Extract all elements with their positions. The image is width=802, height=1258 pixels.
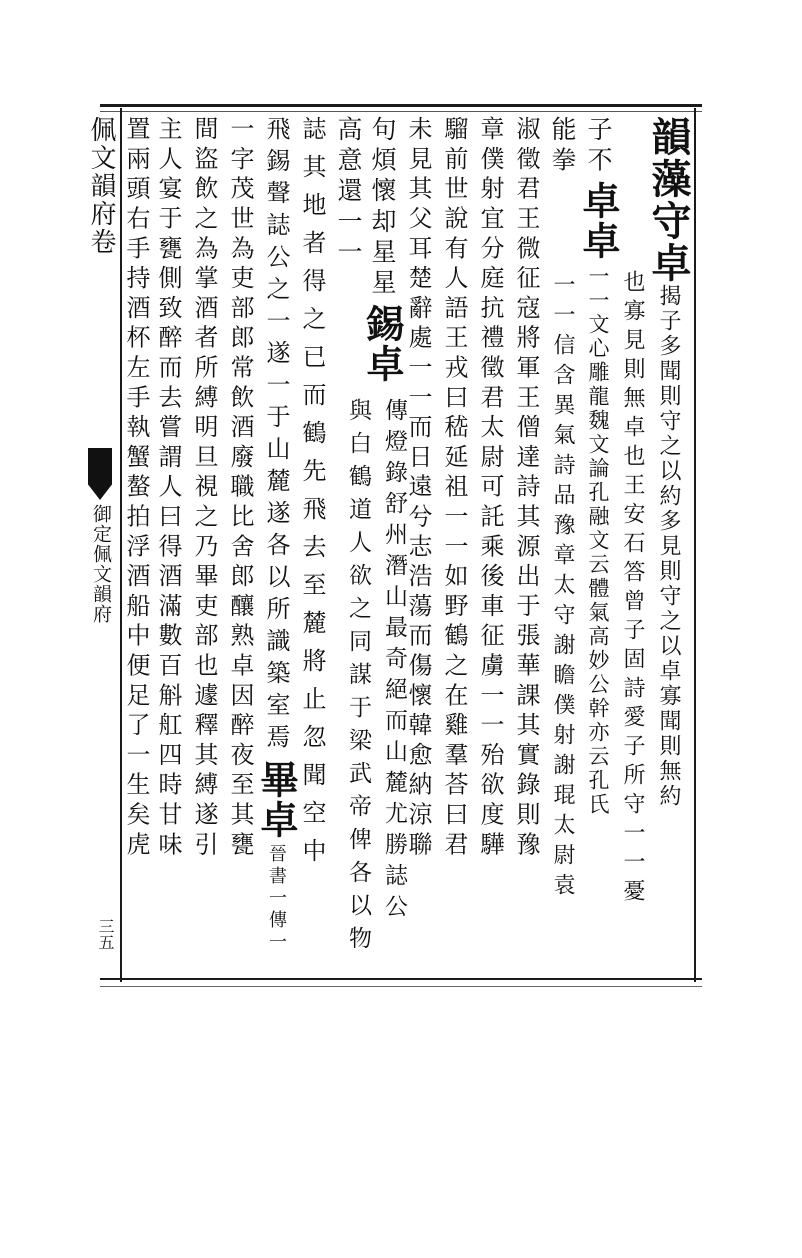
- fold-strip: [84, 112, 118, 978]
- column-text: 一一信含異氣詩品豫章太守謝瞻僕射謝琨太尉袁: [550, 273, 575, 904]
- frame-top-inner-rule: [100, 111, 702, 112]
- entry-heading: 畢卓: [254, 760, 299, 840]
- entry-heading: 卓卓: [576, 181, 621, 262]
- column-prefix: 高意還一一: [334, 116, 363, 269]
- column-text: 間盜飲之為掌酒者所縛明旦視之乃畢吏部也遽釋其縛遂引: [190, 116, 218, 861]
- column-text: 主人宴于甕側致醉而去嘗謂人曰得酒滿數百斛舡四時甘味: [154, 116, 182, 861]
- text-column-16: [114, 116, 158, 976]
- column-prefix: 句煩懷却星星: [368, 116, 397, 300]
- column-prefix: 能拳: [548, 116, 577, 178]
- column-tail: 晉書一傳一: [266, 844, 287, 954]
- column-text: 置兩頭右手持酒杯左手執蟹螯拍浮酒船中便足了一生矣虎: [122, 116, 150, 861]
- column-text: 未見其父耳楚辭處一一而日遠兮志浩蕩而傷懷韓愈納涼聯: [404, 116, 432, 861]
- page-number: 三五: [96, 918, 115, 950]
- column-text: 章僕射宜分庭抗禮徵君太尉可託乘後車征虜一一殆欲度驊: [476, 116, 504, 861]
- column-prefix: 子不: [584, 116, 613, 178]
- fold-title: 佩文韻府卷: [86, 116, 116, 256]
- column-text: 一一文心雕龍魏文論孔融文云體氣高妙公幹亦云孔氏: [586, 265, 610, 818]
- entry-heading: 錫卓: [360, 303, 405, 384]
- frame-top-rule: [100, 104, 702, 107]
- fold-label: 御定佩文韻府: [90, 504, 112, 624]
- text-column-10-text: [336, 398, 372, 1258]
- column-text: 飛錫聲誌公之一遂一于山麓遂各以所識築室焉: [262, 116, 290, 756]
- column-text: 揭子多聞則守之以約多見則守之以卓寡聞則無約: [656, 284, 681, 809]
- column-text: 誌其地者得之已而鶴先飛去至麓將止忽聞空中: [298, 116, 326, 876]
- fishtail-mark-icon: [88, 448, 112, 500]
- column-text: 騮前世說有人語王戎曰嵇延祖一一如野鶴之在雞羣荅曰君: [440, 116, 468, 861]
- entry-heading: 韻藻守卓: [645, 116, 692, 284]
- column-text: 傳燈錄舒州潛山最奇絕而山麓尤勝誌公: [381, 398, 407, 925]
- column-text: 一字茂世為吏部郎常飲酒廢職比舍郎釀熟卓因醉夜至其甕: [226, 116, 254, 861]
- column-text: 與白鶴道人欲之同謀于梁武帝俾各以物: [345, 398, 371, 959]
- column-text: 也寡見則無卓也王安石答曾子固詩愛子所守一一憂: [620, 270, 645, 908]
- column-text: 淑徵君王微征寇將軍王僧達詩其源出于張華課其實錄則豫: [512, 116, 540, 861]
- frame-right-rule: [694, 108, 696, 982]
